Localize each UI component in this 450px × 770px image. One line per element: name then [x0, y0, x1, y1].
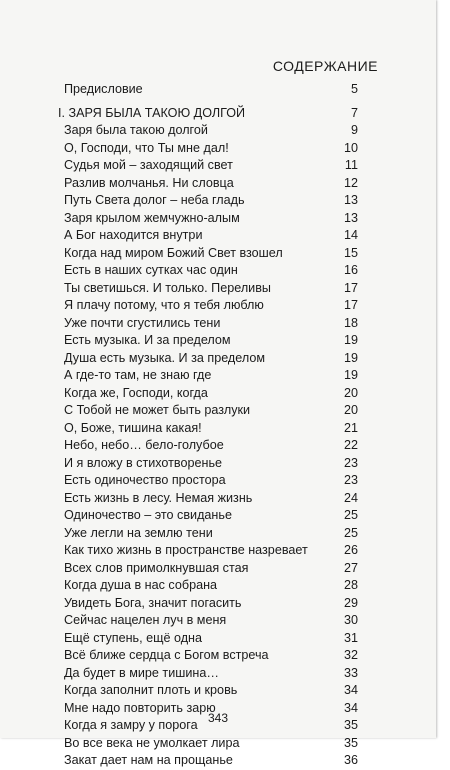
entry-page: 35	[343, 718, 358, 732]
toc-entry	[58, 665, 358, 683]
toc-entry	[58, 455, 358, 473]
toc-entry	[58, 647, 358, 665]
toc-entry	[58, 385, 358, 403]
toc-entry	[58, 297, 358, 315]
toc-entry	[58, 612, 358, 630]
entry-page: 19	[343, 368, 358, 382]
toc-entry	[58, 735, 358, 753]
part-page: 7	[350, 105, 358, 120]
toc-entry	[58, 752, 358, 770]
entry-page: 12	[343, 175, 358, 190]
entry-page: 34	[343, 700, 358, 715]
entry-page: 17	[343, 280, 358, 295]
toc-entry	[58, 280, 358, 298]
entry-page: 20	[343, 385, 358, 400]
entry-title: Я плачу потому, что я тебя люблю	[64, 298, 264, 312]
entry-page: 20	[343, 403, 358, 417]
toc-part-heading	[58, 105, 358, 123]
toc-entry	[58, 402, 358, 420]
entry-page: 31	[343, 630, 358, 645]
entry-title: Путь Света долог – неба гладь	[64, 193, 245, 207]
entry-title: Когда душа в нас собрана	[64, 578, 218, 592]
toc-entry	[58, 472, 358, 490]
entry-page: 19	[343, 333, 358, 347]
entry-title: Когда же, Господи, когда	[64, 385, 208, 400]
entry-page: 27	[343, 560, 358, 575]
entry-page: 17	[343, 298, 358, 312]
entry-title: Есть одиночество простора	[64, 473, 226, 487]
entry-page: 33	[343, 665, 358, 680]
entry-page: 35	[343, 735, 358, 750]
page-number: 343	[207, 711, 229, 725]
toc-entry	[58, 315, 358, 333]
toc-entry	[58, 577, 358, 595]
entry-title: Сейчас нацелен луч в меня	[64, 613, 227, 627]
entry-title: Мне надо повторить зарю	[64, 700, 216, 715]
toc-entry	[58, 140, 358, 158]
entry-page: 16	[343, 263, 358, 277]
entry-page: 34	[343, 683, 358, 697]
entry-page: 19	[343, 350, 358, 365]
toc-entry	[58, 192, 358, 210]
entry-page: 25	[343, 508, 358, 522]
entry-title: Ты светишься. И только. Переливы	[64, 280, 271, 295]
toc-entry	[58, 542, 358, 560]
entry-title: Есть в наших сутках час один	[64, 263, 238, 277]
entry-title: Ещё ступень, ещё одна	[64, 630, 203, 645]
toc-entry	[58, 630, 358, 648]
entry-title: Разлив молчанья. Ни словца	[64, 175, 234, 190]
entry-title: Уже почти сгустились тени	[64, 315, 221, 330]
entry-title: А где-то там, не знаю где	[64, 368, 212, 382]
entry-title: Одиночество – это свиданье	[64, 508, 232, 522]
entry-title: Да будет в мире тишина…	[64, 665, 219, 680]
entry-title: Как тихо жизнь в пространстве назревает	[64, 543, 308, 557]
entry-title: Уже легли на землю тени	[64, 525, 213, 540]
toc-entry	[58, 122, 358, 140]
entry-page: 23	[343, 455, 358, 470]
entry-title: Во все века не умолкает лира	[64, 735, 240, 750]
part-title: I. ЗАРЯ БЫЛА ТАКОЮ ДОЛГОЙ	[58, 105, 246, 120]
toc-entry	[58, 262, 358, 280]
entry-page: 30	[343, 613, 358, 627]
entry-page: 9	[350, 123, 358, 137]
entry-title: Душа есть музыка. И за пределом	[64, 350, 266, 365]
entry-title: Есть музыка. И за пределом	[64, 333, 231, 347]
toc-entry	[58, 367, 358, 385]
entry-page: 15	[343, 245, 358, 260]
entry-title: Заря была такою долгой	[64, 123, 208, 137]
entry-page: 13	[343, 210, 358, 225]
table-of-contents	[58, 81, 358, 770]
entry-page: 14	[343, 228, 358, 242]
entry-page: 10	[343, 140, 358, 155]
toc-entry	[58, 227, 358, 245]
entry-title: Небо, небо… бело-голубое	[64, 438, 224, 452]
entry-page: 26	[343, 543, 358, 557]
entry-title: Судья мой – заходящий свет	[64, 158, 233, 172]
toc-entry	[58, 420, 358, 438]
toc-entry	[58, 210, 358, 228]
toc-entry	[58, 350, 358, 368]
entry-page: 18	[343, 315, 358, 330]
toc-entry	[58, 332, 358, 350]
toc-entry	[58, 507, 358, 525]
toc-entry	[58, 490, 358, 508]
toc-entry	[58, 245, 358, 263]
entry-page: 29	[343, 595, 358, 610]
entry-title: Предисловие	[64, 82, 143, 96]
entry-title: О, Господи, что Ты мне дал!	[64, 140, 229, 155]
entry-page: 23	[343, 473, 358, 487]
entry-title: Когда я замру у порога	[64, 718, 198, 732]
entry-page: 28	[343, 578, 358, 592]
entry-page: 25	[343, 525, 358, 540]
entry-title: Всех слов примолкнувшая стая	[64, 560, 249, 575]
entry-title: Закат дает нам на прощанье	[64, 753, 233, 767]
toc-entry	[58, 437, 358, 455]
entry-title: Когда заполнит плоть и кровь	[64, 683, 238, 697]
toc-entry	[58, 175, 358, 193]
entry-title: С Тобой не может быть разлуки	[64, 403, 251, 417]
entry-title: Заря крылом жемчужно-алым	[64, 210, 240, 225]
entry-title: Есть жизнь в лесу. Немая жизнь	[64, 490, 253, 505]
entry-title: Всё ближе сердца с Богом встреча	[64, 648, 269, 662]
entry-page: 36	[343, 753, 358, 767]
toc-entry-preface	[58, 81, 358, 99]
toc-entry	[58, 595, 358, 613]
entry-title: Увидеть Бога, значит погасить	[64, 595, 242, 610]
toc-entry	[58, 682, 358, 700]
entry-page: 24	[343, 490, 358, 505]
entry-title: Когда над миром Божий Свет взошел	[64, 245, 283, 260]
toc-entry	[58, 157, 358, 175]
entry-title: А Бог находится внутри	[64, 228, 203, 242]
entry-page: 32	[343, 648, 358, 662]
entry-page: 22	[343, 438, 358, 452]
entry-page: 5	[350, 82, 358, 96]
entry-page: 11	[344, 158, 358, 172]
toc-entries	[58, 122, 358, 770]
entry-page: 13	[343, 193, 358, 207]
entry-page: 21	[343, 420, 358, 435]
entry-title: О, Боже, тишина какая!	[64, 420, 202, 435]
toc-entry	[58, 525, 358, 543]
toc-heading: СОДЕРЖАНИЕ	[272, 58, 378, 74]
entry-title: И я вложу в стихотворенье	[64, 455, 223, 470]
toc-entry	[58, 560, 358, 578]
